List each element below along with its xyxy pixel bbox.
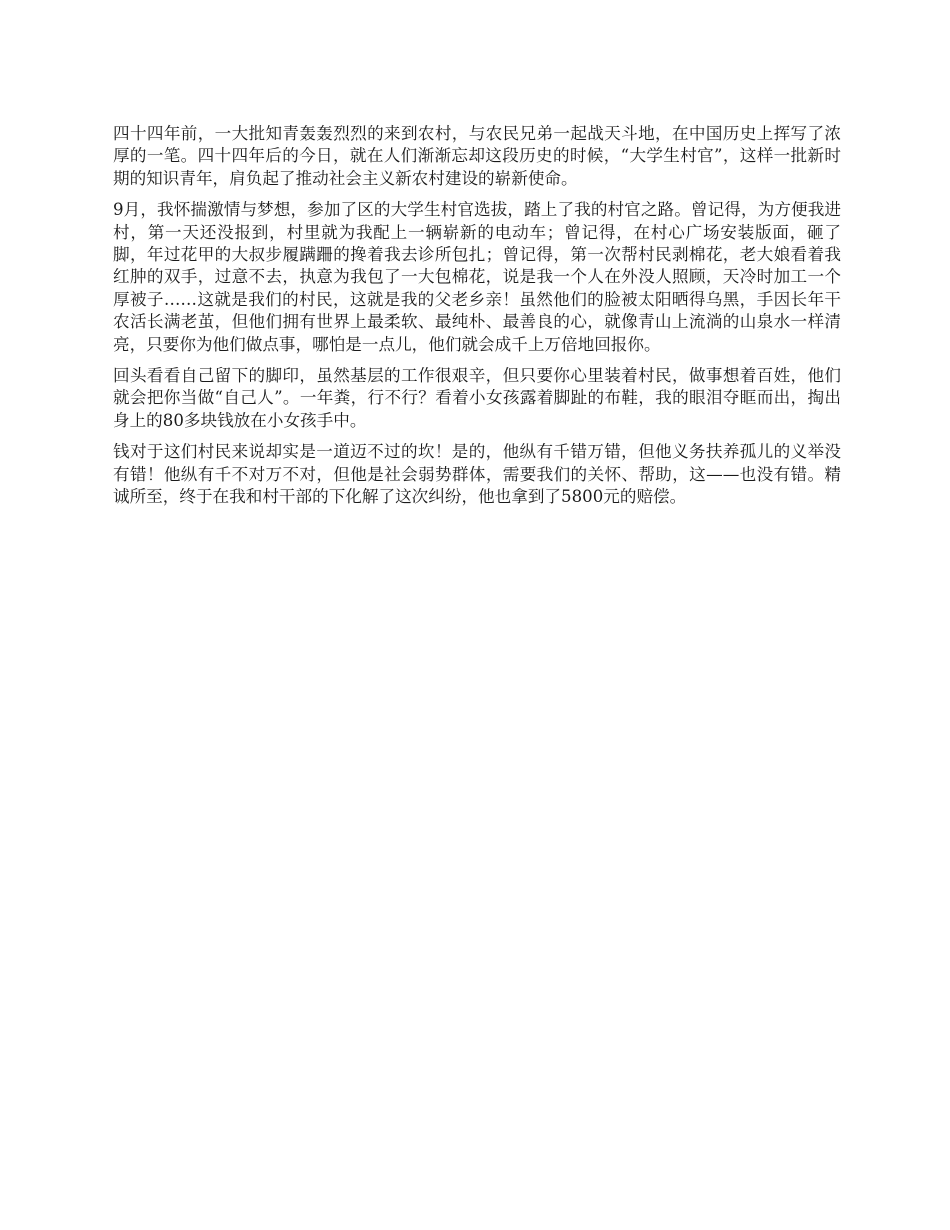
paragraph-3: 回头看看自己留下的脚印，虽然基层的工作很艰辛，但只要你心里装着村民，做事想着百姓，他们就会把你当做“自己人”。一年粪，行不行？看着小女孩露着脚趾的布鞋，我的眼泪夺眶而出，掏出身上的80多块钱放在小女孩手中。 [113, 366, 841, 430]
document-body [113, 123, 841, 518]
paragraph-4: 钱对于这们村民来说却实是一道迈不过的坎！是的，他纵有千错万错，但他义务扶养孤儿的义举没有错！他纵有千不对万不对，但他是社会弱势群体，需要我们的关怀、帮助，这——也没有错。精诚所至，终于在我和村干部的下化解了这次纠纷，他也拿到了5800元的赔偿。 [113, 442, 841, 507]
paragraph-1: 四十四年前，一大批知青轰轰烈烈的来到农村，与农民兄弟一起战天斗地，在中国历史上挥写了浓厚的一笔。四十四年后的今日，就在人们渐渐忘却这段历史的时候，“大学生村官”，这样一批新时期的知识青年，肩负起了推动社会主义新农村建设的崭新使命。 [113, 124, 841, 188]
paragraph-2: 9月，我怀揣激情与梦想，参加了区的大学生村官选拔，踏上了我的村官之路。曾记得，为方便我进村，第一天还没报到，村里就为我配上一辆崭新的电动车；曾记得，在村心广场安装版面，砸了脚，年过花甲的大叔步履蹒跚的搀着我去诊所包扎；曾记得，第一次帮村民剥棉花，老大娘看着我红肿的双手，过意不去，执意为我包了一大包棉花，说是我一个人在外没人照顾，天冷时加工一个厚被子……这就是我们的村民，这就是我的父老乡亲！虽然他们的脸被太阳晒得乌黑，手因长年干农活长满老茧，但他们拥有世界上最柔软、最纯朴、最善良的心，就像青山上流淌的山泉水一样清亮，只要你为他们做点事，哪怕是一点儿，他们就会成千上万倍地回报你。 [113, 200, 841, 354]
